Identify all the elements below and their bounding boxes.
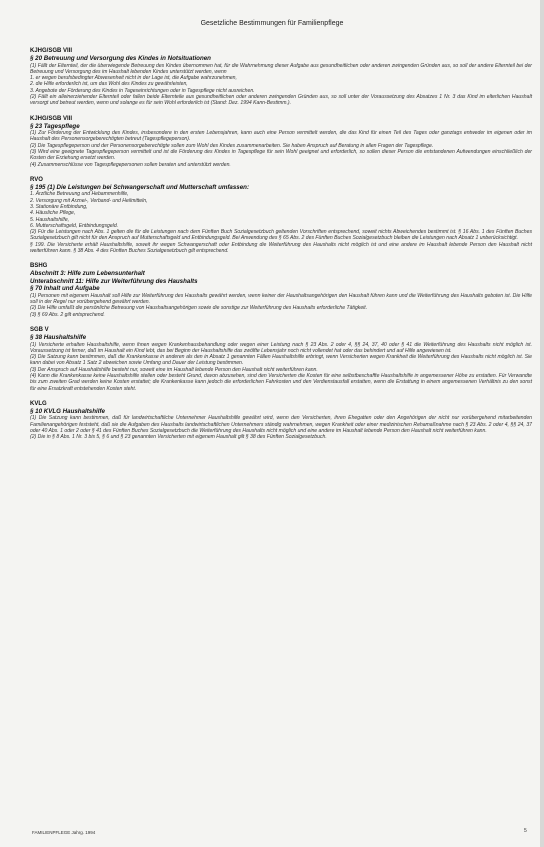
section-paragraph: 2. Versorgung mit Arznei-, Verband- und Heilmitteln, xyxy=(30,197,148,204)
section-paragraph: 4. Häusliche Pflege, xyxy=(30,210,76,217)
law-section xyxy=(30,48,532,107)
law-section xyxy=(30,177,532,254)
law-section xyxy=(30,116,532,168)
section-paragraph: (2) Die in § 8 Abs. 1 Nr. 3 bis 5, § 6 und § 23 genannten Versicherten mit eigenem Haushalt gilt § 38 des Fünften Sozialgesetzbuch. xyxy=(30,434,327,441)
section-paragraph: (1) Fällt der Elternteil, der die überwiegende Betreuung des Kindes übernommen hat, für die Wahrnehmung dieser Aufgabe aus gesundheitlichen oder anderen zwingenden Gründen aus, so soll der andere Elternteil bei der Betreuung und Versorgung des im Haushalt lebenden Kindes unterstützt werden, wenn xyxy=(30,62,532,75)
section-paragraph: (3) § 69 Abs. 2 gilt entsprechend. xyxy=(30,311,105,318)
document-body xyxy=(30,48,532,450)
section-heading: Abschnitt 3: Hilfe zum Lebensunterhalt Unterabschnitt 11: Hilfe zur Weiterführung des Haushalts § 70 Inhalt und Aufgabe xyxy=(30,270,198,293)
section-heading: § 10 KVLG Haushaltshilfe xyxy=(30,407,105,415)
section-paragraph: (2) Die Hilfe umfaßt die persönliche Betreuung von Haushaltsangehörigen sowie die sonstige zur Weiterführung des Haushalts erforderliche Tätigkeit. xyxy=(30,305,368,312)
law-abbreviation: KJHG/SGB VIII xyxy=(30,115,73,122)
section-paragraph: (4) Kann die Krankenkasse keine Haushaltshilfe stellen oder besteht Grund, davon abzusehen, sind den Versicherten die Kosten für eine selbstbeschaffte Haushaltshilfe in angemessener Höhe zu erstatten. Für Verwandte bis zum zweiten Grad werden keine Kosten erstattet; die Krankenkasse kann jedoch die erforderlichen Fahrkosten und den Verdienstausfall erstatten, wenn die Erstattung in einem angemessenen Verhältnis zu den sonst für eine Ersatzkraft entstehenden Kosten steht. xyxy=(30,373,532,392)
law-abbreviation: KJHG/SGB VIII xyxy=(30,48,73,54)
law-abbreviation: BSHG xyxy=(30,263,48,270)
section-paragraph: (2) Für die Leistungen nach Abs. 1 gelten die für die Leistungen nach dem Fünften Buch Sozialgesetzbuch geltenden Vorschriften entsprechend, soweit nichts Abweichendes bestimmt ist. § 16 Abs. 1 des Fünften Buches Sozialgesetzbuch gilt nicht für den Anspruch auf Mutterschaftsgeld und Entbindungsgeld. Bei Anwendung des § 65 Abs. 2 des Fünften Buches Sozialgesetzbuch bleiben die Leistungen nach Absatz 1 unberücksichtigt. xyxy=(30,229,532,242)
section-paragraph: 2. die Hilfe erforderlich ist, um das Wohl des Kindes zu gewährleisten, xyxy=(30,81,188,88)
section-paragraph: 3. Stationäre Entbindung, xyxy=(30,203,88,210)
section-heading: § 23 Tagespflege xyxy=(30,122,80,130)
page-edge-strip xyxy=(540,0,544,847)
section-paragraph: 5. Haushaltshilfe, xyxy=(30,216,70,223)
section-heading: § 195 (1) Die Leistungen bei Schwangerschaft und Mutterschaft umfassen: xyxy=(30,183,250,191)
section-paragraph: 1. er wegen berufsbedingter Abwesenheit nicht in der Lage ist, die Aufgabe wahrzunehmen, xyxy=(30,75,237,82)
law-section xyxy=(30,263,532,318)
section-paragraph: (1) Personen mit eigenem Haushalt soll Hilfe zur Weiterführung des Haushalts gewährt werden, wenn keiner der Haushaltsangehörigen den Haushalt führen kann und die Weiterführung des Haushalts geboten ist. Die Hilfe soll in der Regel nur vorübergehend gewährt werden. xyxy=(30,292,532,306)
section-paragraph: § 199. Die Versicherte erhält Haushaltshilfe, soweit ihr wegen Schwangerschaft oder Entbindung die Weiterführung des Haushalts nicht möglich ist und eine andere im Haushalt lebende Person den Haushalt nicht weiterführen kann. § 38 Abs. 4 des Fünften Buches Sozialgesetzbuch gilt entsprechend. xyxy=(30,241,532,255)
section-paragraph: (3) Wird eine geeignete Tagespflegeperson vermittelt und ist die Förderung des Kindes in Tagespflege für sein Wohl geeignet und erforderlich, so sollen dieser Person die entstandenen Aufwendungen einschließlich der Kosten der Erziehung ersetzt werden. xyxy=(30,148,532,162)
footer-publication: FAMILIENPFLEGE Jahrg. 1994 xyxy=(32,830,96,835)
section-heading: § 20 Betreuung und Versorgung des Kindes in Notsituationen xyxy=(30,55,211,62)
section-paragraph: 6. Mutterschaftsgeld, Entbindungsgeld. xyxy=(30,222,119,229)
law-section xyxy=(30,401,532,441)
section-paragraph: (2) Die Tagespflegeperson und der Personensorgeberechtigte sollen zum Wohl des Kindes zusammenarbeiten. Sie haben Anspruch auf Beratung in allen Fragen der Tagespflege. xyxy=(30,142,434,149)
law-abbreviation: KVLG xyxy=(30,400,47,407)
law-section xyxy=(30,327,532,392)
page-number: 5 xyxy=(524,828,527,834)
law-abbreviation: SGB V xyxy=(30,327,49,334)
section-paragraph: (2) Die Satzung kann bestimmen, daß die Krankenkasse in anderen als den in Absatz 1 genannten Fällen Haushaltshilfe erbringt, wenn Versicherten wegen Krankheit die Weiterführung des Haushalts nicht möglich ist. Sie kann dabei von Absatz 1 Satz 2 abweichen sowie Umfang und Dauer der Leistung bestimmen. xyxy=(30,354,532,367)
section-paragraph: (2) Fällt ein alleinerziehender Elternteil oder fallen beide Elternteile aus gesundheitlichen oder anderen zwingenden Gründen aus, so soll unter der Voraussetzung des Absatzes 1 Nr. 3 das Kind im elterlichen Haushalt versorgt und betreut werden, wenn und solange es für sein Wohl erforderlich ist (Stand: Dez. 1994 Kann-Bestimm.). xyxy=(30,93,532,107)
section-paragraph: (1) Die Satzung kann bestimmen, daß für landwirtschaftliche Unternehmer Haushaltshilfe gewährt wird, wenn den Versicherten, ihren Ehegatten oder den Angehörigen der nicht nur vorübergehend mitarbeitenden Familienangehörigen feststeht, daß sie die Aufgaben des Haushalts landwirtschaftlichen Unternehmers ständig wahrnehmen, wegen Krankheit oder einer medizinischen Rehamaßnahme nach § 23 Abs. 2 oder 4, §§ 24, 37 oder 40 Abs. 1 oder 2 oder § 41 des Fünften Buches Sozialgesetzbuch die Weiterführung des Haushalts nicht möglich und eine andere im Haushalt lebende Person den Haushalt nicht weiterführen kann. xyxy=(30,415,532,434)
section-paragraph: 3. Angebote der Förderung des Kindes in Tageseinrichtungen oder in Tagespflege nicht ausreichen. xyxy=(30,87,255,94)
section-paragraph: (4) Zusammenschlüsse von Tagespflegepersonen sollen beraten und unterstützt werden. xyxy=(30,161,231,168)
section-paragraph: (1) Zur Förderung der Entwicklung des Kindes, insbesondere in den ersten Lebensjahren, kann auch eine Person vermittelt werden, die das Kind für einen Teil des Tages oder ganztags entweder im eigenen oder im Haushalt des Personensorgeberechtigten betreut (Tagespflegeperson). xyxy=(30,130,532,143)
section-paragraph: 1. Ärztliche Betreuung und Hebammenhilfe, xyxy=(30,191,129,198)
section-paragraph: (1) Versicherte erhalten Haushaltshilfe, wenn ihnen wegen Krankenhausbehandlung oder wegen einer Leistung nach § 23 Abs. 2 oder 4, §§ 24, 37, 40 oder § 41 die Weiterführung des Haushalts nicht möglich ist. Voraussetzung ist ferner, daß im Haushalt ein Kind lebt, das bei Beginn der Haushaltshilfe das zwölfte Lebensjahr noch nicht vollendet hat oder das behindert und auf Hilfe angewiesen ist. xyxy=(30,341,532,354)
section-paragraph: (3) Der Anspruch auf Haushaltshilfe besteht nur, soweit eine im Haushalt lebende Person den Haushalt nicht weiterführen kann. xyxy=(30,366,318,373)
section-heading: § 38 Haushaltshilfe xyxy=(30,334,87,342)
page-title: Gesetzliche Bestimmungen für Familienpflege xyxy=(200,20,344,27)
law-abbreviation: RVO xyxy=(30,176,43,183)
